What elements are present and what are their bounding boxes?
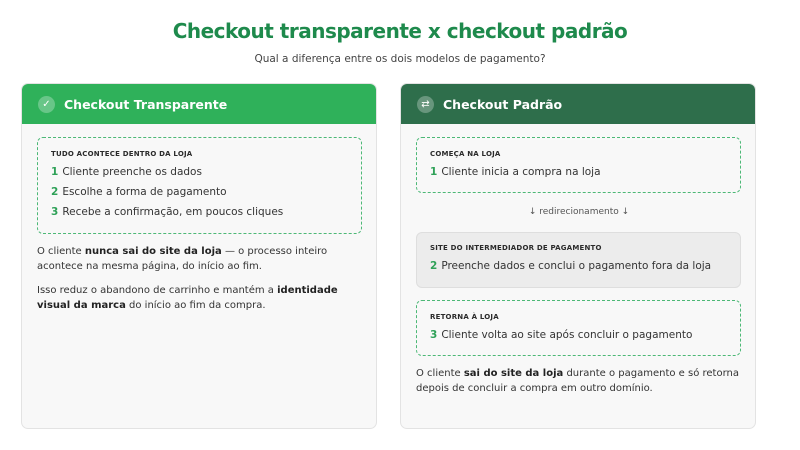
payment-intermediary-box bbox=[416, 232, 741, 288]
transparent-step-3 bbox=[51, 206, 283, 218]
intermediary-label: SITE DO INTERMEDIADOR DE PAGAMENTO bbox=[430, 244, 602, 252]
step-text: Cliente preenche os dados bbox=[62, 166, 202, 178]
transparent-checkout-card bbox=[21, 83, 377, 429]
step-text: Cliente volta ao site após concluir o pagamento bbox=[441, 329, 693, 341]
step-number: 3 bbox=[51, 206, 59, 218]
transparent-card-title: Checkout Transparente bbox=[64, 96, 228, 112]
transparent-card-header bbox=[22, 84, 376, 124]
step-number: 1 bbox=[51, 166, 59, 178]
page-subtitle: Qual a diferença entre os dois modelos de pagamento? bbox=[254, 53, 546, 65]
check-icon: ✓ bbox=[38, 96, 55, 113]
page-title: Checkout transparente x checkout padrão bbox=[172, 19, 628, 43]
standard-step-1 bbox=[430, 166, 601, 178]
standard-card-title: Checkout Padrão bbox=[443, 96, 563, 112]
starts-in-store-label: COMEÇA NA LOJA bbox=[430, 150, 501, 158]
swap-arrows-icon: ⇄ bbox=[417, 96, 434, 113]
transparent-step-1 bbox=[51, 166, 202, 178]
transparent-description-1: O cliente nunca sai do site da loja — o processo inteiro acontece na mesma página, do início ao fim. bbox=[37, 246, 328, 272]
standard-card-header bbox=[401, 84, 755, 124]
step-number: 3 bbox=[430, 329, 438, 341]
step-text: Preenche dados e conclui o pagamento fora da loja bbox=[441, 260, 712, 272]
inside-store-label: TUDO ACONTECE DENTRO DA LOJA bbox=[51, 150, 193, 158]
step-number: 2 bbox=[51, 186, 59, 198]
redirect-indicator: ↓ redirecionamento ↓ bbox=[528, 207, 630, 217]
standard-checkout-card bbox=[400, 83, 756, 429]
transparent-description-2: Isso reduz o abandono de carrinho e mantém a identidade visual da marca do início ao fim da compra. bbox=[37, 285, 338, 311]
standard-step-3 bbox=[430, 329, 692, 341]
inside-store-steps-box bbox=[37, 137, 362, 234]
returns-to-store-box bbox=[416, 300, 741, 356]
step-text: Cliente inicia a compra na loja bbox=[441, 166, 601, 178]
starts-in-store-box bbox=[416, 137, 741, 193]
step-number: 2 bbox=[430, 260, 438, 272]
returns-to-store-label: RETORNA À LOJA bbox=[430, 313, 499, 321]
step-number: 1 bbox=[430, 166, 438, 178]
step-text: Recebe a confirmação, em poucos cliques bbox=[62, 206, 284, 218]
step-text: Escolhe a forma de pagamento bbox=[62, 186, 227, 198]
standard-description: O cliente sai do site da loja durante o pagamento e só retorna depois de concluir a compra em outro domínio. bbox=[416, 368, 739, 394]
standard-step-2 bbox=[430, 260, 711, 272]
transparent-step-2 bbox=[51, 186, 227, 198]
